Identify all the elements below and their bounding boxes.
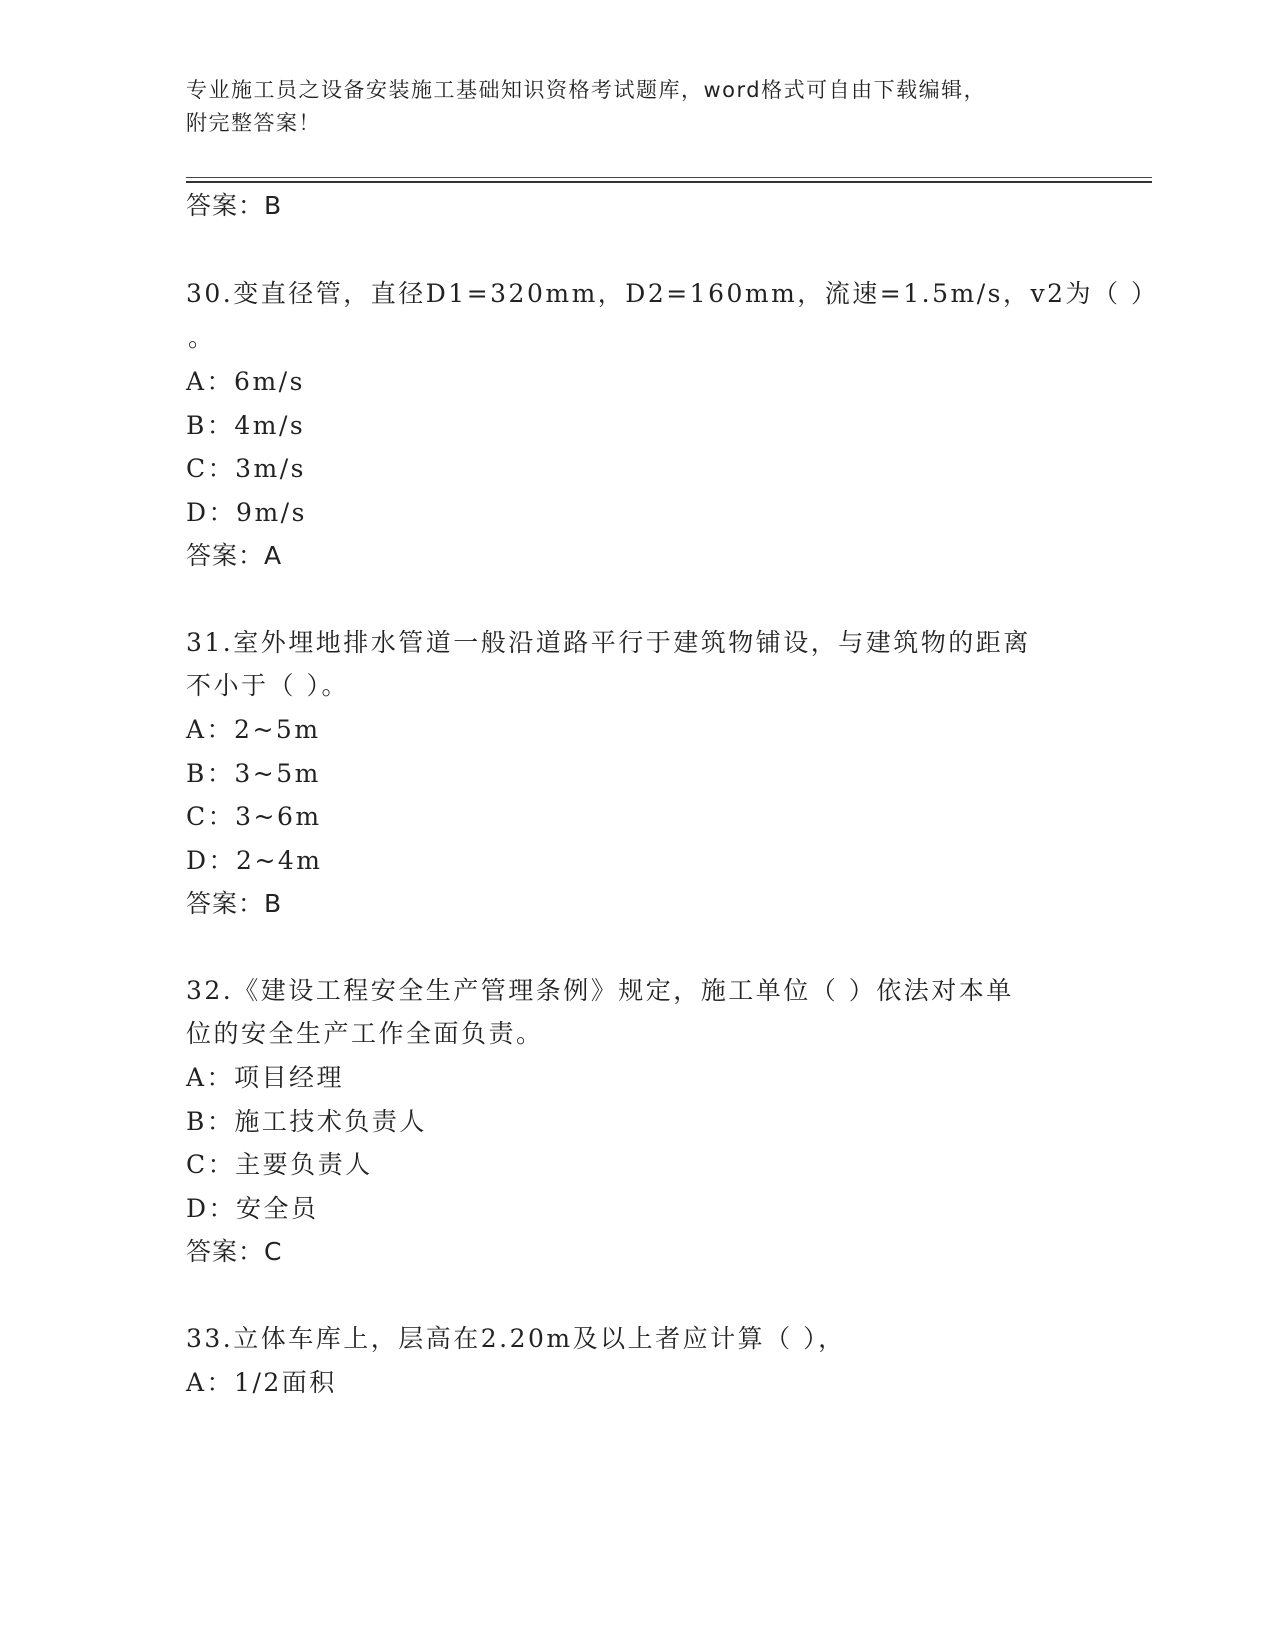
- question-stem: 32.《建设工程安全生产管理条例》规定，施工单位（ ）依法对本单: [186, 976, 1014, 1005]
- option-c: C：3~6m: [186, 802, 322, 831]
- header-divider-thin: [186, 177, 1152, 178]
- answer-line: 答案：A: [186, 541, 283, 570]
- question-stem-continuation: 不小于（ ）。: [186, 671, 349, 700]
- header-text-line-1: 专业施工员之设备安装施工基础知识资格考试题库，word格式可自由下载编辑，: [186, 78, 987, 102]
- header-text-line-2: 附完整答案！: [186, 111, 321, 135]
- option-b: B：4m/s: [186, 411, 306, 440]
- question-stem-continuation: 。: [188, 323, 216, 352]
- option-d: D：9m/s: [186, 498, 307, 527]
- header-divider-thick: [186, 181, 1152, 183]
- option-a: A：2~5m: [186, 715, 321, 744]
- option-a: A：项目经理: [186, 1063, 345, 1092]
- option-d: D：安全员: [186, 1194, 319, 1223]
- option-c: C：3m/s: [186, 454, 306, 483]
- question-stem: 31.室外埋地排水管道一般沿道路平行于建筑物铺设，与建筑物的距离: [186, 628, 1031, 657]
- answer-line: 答案：C: [186, 1237, 283, 1266]
- question-stem: 30.变直径管，直径D1=320mm，D2=160mm，流速=1.5m/s，v2为（ ）: [186, 279, 1159, 308]
- option-d: D：2~4m: [186, 846, 323, 875]
- option-b: B：3~5m: [186, 759, 321, 788]
- page-header: [186, 74, 1076, 140]
- answer-line: 答案：B: [186, 191, 283, 220]
- option-c: C：主要负责人: [186, 1150, 373, 1179]
- option-a: A：1/2面积: [186, 1368, 337, 1397]
- answer-line: 答案：B: [186, 889, 283, 918]
- option-a: A：6m/s: [186, 367, 305, 396]
- question-stem: 33.立体车库上，层高在2.20m及以上者应计算（ ），: [186, 1324, 846, 1353]
- question-stem-continuation: 位的安全生产工作全面负责。: [186, 1019, 544, 1048]
- option-b: B：施工技术负责人: [186, 1107, 427, 1136]
